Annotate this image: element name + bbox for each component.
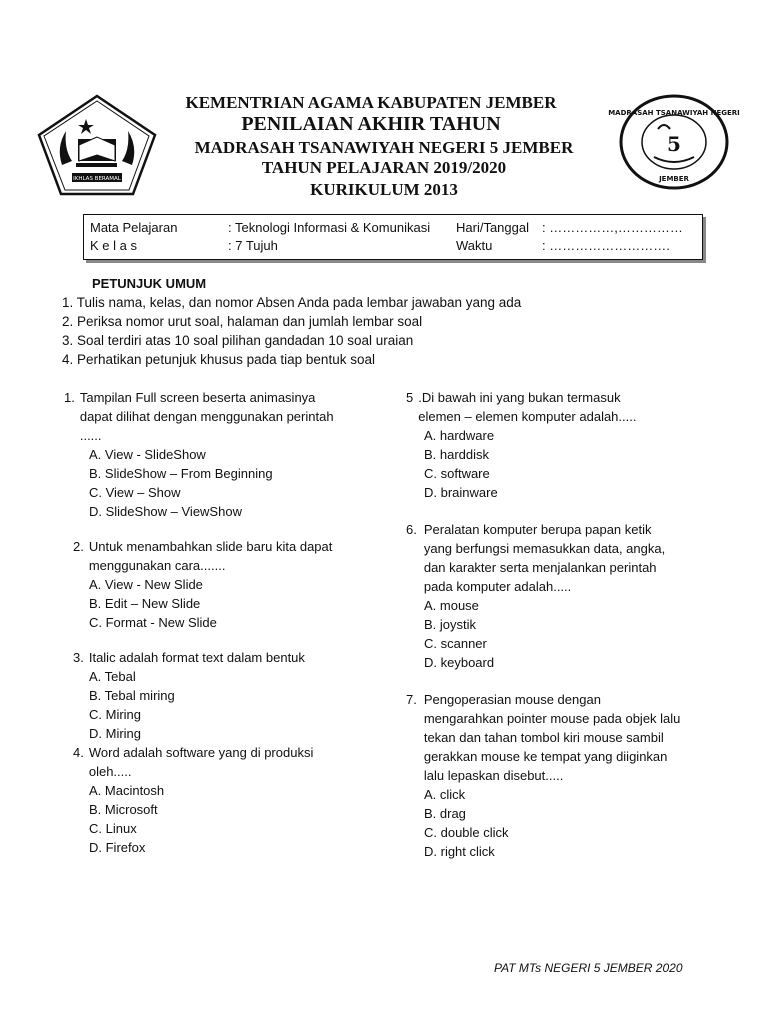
question-2 — [73, 537, 354, 632]
option: C. scanner — [424, 636, 487, 651]
class-value: : 7 Tujuh — [228, 238, 278, 253]
question-text: .Di bawah ini yang bukan termasuk elemen – elemen komputer adalah..... — [418, 390, 637, 424]
instructions-title: PETUNJUK UMUM — [92, 276, 207, 291]
option: A. hardware — [424, 428, 495, 443]
option: A. View - New Slide — [89, 577, 203, 592]
option: D. keyboard — [424, 655, 495, 670]
option: C. View – Show — [89, 485, 181, 500]
instructions-list — [62, 293, 521, 369]
instruction-item: 3. Soal terdiri atas 10 soal pilihan gandadan 10 soal uraian — [62, 333, 414, 348]
option: B. Edit – New Slide — [89, 596, 201, 611]
option: D. brainware — [424, 485, 498, 500]
day-label: Hari/Tanggal — [456, 220, 529, 235]
question-5 — [406, 388, 682, 502]
instruction-item: 2. Periksa nomor urut soal, halaman dan jumlah lembar soal — [62, 314, 423, 329]
question-number: 5 — [406, 390, 414, 405]
logo-left-text: IKHLAS BERAMAL — [73, 176, 121, 182]
header-school: MADRASAH TSANAWIYAH NEGERI 5 JEMBER — [194, 138, 574, 157]
option: D. right click — [424, 844, 495, 859]
question-text: Pengoperasian mouse dengan mengarahkan pointer mouse pada objek lalu tekan dan tahan tombol kiri mouse sambil gerakkan mouse ke tempat yang diiginkan lalu lepaskan disebut..... — [423, 692, 681, 783]
option: C. software — [424, 466, 490, 481]
option: B. SlideShow – From Beginning — [89, 466, 273, 481]
instruction-item: 1. Tulis nama, kelas, dan nomor Absen Anda pada lembar jawaban yang ada — [62, 295, 522, 310]
option: D. SlideShow – ViewShow — [89, 504, 242, 519]
option: B. joystik — [424, 617, 477, 632]
header-year: TAHUN PELAJARAN 2019/2020 — [261, 158, 507, 177]
question-text: Word adalah software yang di produksi oleh..... — [88, 745, 314, 779]
option: B. Microsoft — [89, 802, 158, 817]
question-number: 3. — [73, 650, 84, 665]
time-value: : ………………………. — [542, 238, 670, 253]
question-4 — [73, 743, 354, 857]
option: C. Miring — [89, 707, 142, 722]
header-ministry: KEMENTRIAN AGAMA KABUPATEN JEMBER — [185, 93, 557, 112]
questions-left-column — [64, 388, 354, 867]
question-text: Italic adalah format text dalam bentuk — [88, 650, 305, 665]
logo-right-number: 5 — [667, 132, 681, 156]
instruction-item: 4. Perhatikan petunjuk khusus pada tiap bentuk soal — [62, 352, 375, 367]
question-6 — [406, 520, 682, 672]
subject-value: : Teknologi Informasi & Komunikasi — [228, 220, 431, 235]
question-text: Peralatan komputer berupa papan ketik yang berfungsi memasukkan data, angka, dan karakter serta menjalankan perintah pada komputer adalah..... — [423, 522, 666, 594]
option: C. Linux — [89, 821, 137, 836]
option: A. mouse — [424, 598, 479, 613]
question-number: 2. — [73, 539, 84, 554]
header-exam-title: PENILAIAN AKHIR TAHUN — [241, 113, 501, 135]
option: A. Macintosh — [89, 783, 165, 798]
question-number: 1. — [64, 390, 75, 405]
question-7 — [406, 690, 682, 861]
option: A. View - SlideShow — [89, 447, 206, 462]
question-3 — [73, 648, 354, 743]
exam-info-box — [83, 214, 703, 260]
class-label: K e l a s — [90, 238, 137, 253]
subject-label: Mata Pelajaran — [90, 220, 178, 235]
questions-right-column — [406, 388, 682, 871]
option: B. Tebal miring — [89, 688, 175, 703]
question-number: 4. — [73, 745, 84, 760]
option: C. Format - New Slide — [89, 615, 217, 630]
option: D. Firefox — [89, 840, 146, 855]
question-number: 7. — [406, 692, 417, 707]
option: D. Miring — [89, 726, 142, 741]
question-1 — [64, 388, 354, 521]
day-value: : ……………,…………… — [542, 220, 683, 235]
question-number: 6. — [406, 522, 417, 537]
option: A. click — [424, 787, 466, 802]
option: B. harddisk — [424, 447, 490, 462]
option: A. Tebal — [89, 669, 136, 684]
question-text: Tampilan Full screen beserta animasinya dapat dilihat dengan menggunakan perintah ...... — [79, 390, 334, 443]
option: C. double click — [424, 825, 509, 840]
time-label: Waktu — [456, 238, 493, 253]
option: B. drag — [424, 806, 466, 821]
page-footer: PAT MTs NEGERI 5 JEMBER 2020 — [494, 961, 683, 975]
question-text: Untuk menambahkan slide baru kita dapat menggunakan cara....... — [88, 539, 333, 573]
logo-right-text-top: MADRASAH TSANAWIYAH NEGERI — [608, 109, 740, 117]
header-curriculum: KURIKULUM 2013 — [310, 180, 458, 199]
logo-right-text-bottom: JEMBER — [659, 175, 689, 183]
